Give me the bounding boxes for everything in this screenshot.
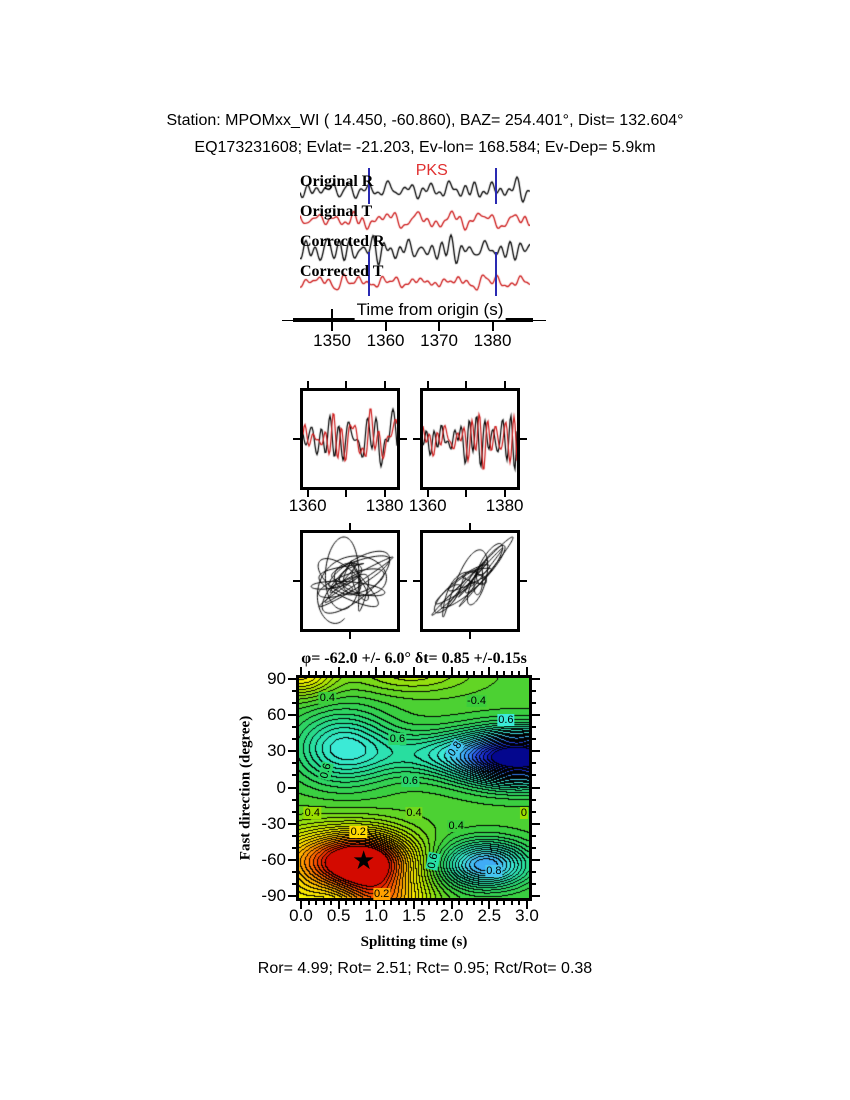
axis-tick	[308, 901, 310, 905]
axis-tick	[330, 901, 332, 905]
contour-value-label: 0.6	[425, 852, 441, 870]
axis-tick	[331, 322, 333, 331]
splitting-time-tick-label: 3.0	[515, 906, 539, 925]
axis-tick	[532, 787, 540, 789]
axis-tick	[292, 871, 296, 873]
trace-label-original-r: Original R	[300, 173, 374, 190]
axis-tick	[532, 799, 536, 801]
axis-tick	[532, 811, 536, 813]
splitting-time-tick-label: 0.5	[326, 906, 351, 925]
axis-tick	[384, 381, 386, 388]
axis-tick	[405, 901, 407, 905]
axis-tick	[532, 738, 536, 740]
axis-tick	[288, 859, 296, 861]
axis-tick	[323, 671, 325, 675]
particle-box-1	[300, 530, 400, 632]
axis-tick	[353, 671, 355, 675]
particle-motion-1	[303, 533, 397, 629]
axis-tick	[385, 322, 387, 331]
axis-tick	[292, 726, 296, 728]
axis-tick	[390, 671, 392, 675]
compare-tick-label: 1360	[288, 496, 327, 515]
trace-label-corrected-t: Corrected T	[300, 263, 384, 280]
axis-tick	[307, 381, 309, 388]
axis-tick	[292, 690, 296, 692]
compare-tick-label: 1380	[365, 496, 404, 515]
axis-tick	[503, 901, 505, 905]
axis-tick	[465, 490, 467, 497]
time-tick-label: 1380	[473, 331, 512, 350]
fast-direction-tick-label: 30	[267, 741, 286, 761]
splitting-time-tick-label: 2.0	[439, 906, 464, 925]
axis-tick	[518, 671, 520, 675]
axis-tick	[349, 523, 351, 530]
contour-value-label: -0.4	[467, 694, 486, 707]
axis-tick	[398, 901, 400, 905]
axis-tick	[292, 738, 296, 740]
splitting-time-tick-label: 0.0	[289, 906, 313, 925]
axis-tick	[383, 671, 385, 675]
contour-value-label: 0.6	[389, 733, 406, 746]
axis-tick	[532, 895, 540, 897]
axis-tick	[315, 671, 317, 675]
axis-tick	[330, 671, 332, 675]
trace-label-corrected-r: Corrected R	[300, 233, 385, 250]
axis-tick	[288, 750, 296, 752]
axis-tick	[349, 632, 351, 639]
axis-tick	[438, 322, 440, 331]
axis-tick	[345, 381, 347, 388]
axis-tick	[532, 750, 540, 752]
axis-tick	[520, 438, 527, 440]
axis-tick	[413, 580, 420, 582]
axis-tick	[496, 671, 498, 675]
error-surface-title: φ= -62.0 +/- 6.0° δt= 0.85 +/-0.15s	[301, 650, 527, 667]
axis-tick	[443, 671, 445, 675]
axis-tick	[345, 671, 347, 675]
axis-tick	[353, 901, 355, 905]
axis-tick	[503, 671, 505, 675]
axis-tick	[532, 871, 536, 873]
axis-tick	[511, 901, 513, 905]
contour-value-label: 0.6	[318, 761, 334, 780]
contour-value-label: 0.8	[486, 864, 502, 877]
fast-direction-tick-label: -60	[261, 849, 286, 869]
axis-tick	[458, 671, 460, 675]
fast-direction-tick-label: 90	[267, 669, 286, 688]
axis-tick	[293, 438, 300, 440]
time-tick-label: 1360	[366, 331, 405, 350]
time-tick-label: 1370	[420, 331, 458, 350]
axis-tick	[465, 381, 467, 388]
axis-tick	[360, 671, 362, 675]
axis-tick	[400, 580, 407, 582]
axis-tick	[405, 671, 407, 675]
axis-tick	[413, 438, 420, 440]
axis-tick	[292, 811, 296, 813]
compare-tick-label: 1380	[485, 496, 524, 515]
analysis-window-end-marker	[495, 252, 497, 296]
compare-box-2	[420, 388, 520, 490]
station-header: Station: MPOMxx_WI ( 14.450, -60.860), BAZ= 254.401°, Dist= 132.604°	[166, 112, 684, 129]
axis-tick	[390, 901, 392, 905]
axis-tick	[451, 667, 453, 675]
compare-waveforms-2	[423, 391, 517, 487]
axis-tick	[315, 901, 317, 905]
compare-tick-label: 1360	[408, 496, 447, 515]
axis-tick	[469, 632, 471, 639]
axis-tick	[375, 667, 377, 675]
contour-value-label: 0.6	[402, 775, 418, 788]
contour-value-label: 0.8	[446, 739, 465, 759]
contour-value-label: 0.4	[304, 806, 320, 819]
axis-tick	[288, 823, 296, 825]
axis-tick	[532, 726, 536, 728]
axis-tick	[292, 883, 296, 885]
event-header: EQ173231608; Evlat= -21.203, Ev-lon= 168.584; Ev-Dep= 5.9km	[194, 139, 656, 156]
axis-tick	[288, 895, 296, 897]
axis-tick	[469, 523, 471, 530]
particle-motion-2	[423, 533, 517, 629]
contour-value-label: 0.2	[350, 826, 366, 839]
contour-value-label: 0.2	[373, 887, 390, 900]
axis-tick	[532, 714, 540, 716]
axis-tick	[288, 787, 296, 789]
axis-tick	[532, 678, 540, 680]
axis-tick	[504, 381, 506, 388]
axis-tick	[292, 702, 296, 704]
analysis-window-end-marker	[495, 168, 497, 204]
fast-direction-tick-label: -90	[261, 886, 286, 905]
axis-tick	[421, 901, 423, 905]
contour-value-label: 0.4	[319, 692, 336, 705]
phase-label: PKS	[415, 162, 448, 179]
axis-tick	[428, 671, 430, 675]
axis-tick	[323, 901, 325, 905]
contour-value-label: 0.4	[448, 820, 464, 833]
axis-tick	[473, 901, 475, 905]
axis-tick	[466, 671, 468, 675]
axis-tick	[288, 678, 296, 680]
axis-tick	[532, 835, 536, 837]
axis-tick	[360, 901, 362, 905]
axis-tick	[292, 762, 296, 764]
time-axis-title: Time from origin (s)	[356, 300, 504, 319]
axis-tick	[436, 671, 438, 675]
x-axis-title: Splitting time (s)	[360, 934, 468, 950]
axis-tick	[288, 714, 296, 716]
trace-label-original-t: Original T	[300, 203, 373, 220]
axis-tick	[481, 901, 483, 905]
contour-value-label: 0	[520, 806, 528, 819]
compare-box-1	[300, 388, 400, 490]
axis-tick	[292, 799, 296, 801]
fast-direction-tick-label: -30	[261, 813, 286, 833]
axis-tick	[532, 690, 536, 692]
axis-tick	[443, 901, 445, 905]
axis-tick	[520, 580, 527, 582]
time-tick-label: 1350	[313, 331, 351, 350]
axis-tick	[532, 847, 536, 849]
axis-tick	[428, 901, 430, 905]
fast-direction-tick-label: 60	[267, 705, 286, 725]
axis-tick	[293, 580, 300, 582]
axis-tick	[473, 671, 475, 675]
axis-tick	[345, 490, 347, 497]
particle-box-2	[420, 530, 520, 632]
axis-tick	[308, 671, 310, 675]
axis-tick	[368, 671, 370, 675]
axis-tick	[292, 835, 296, 837]
axis-tick	[292, 847, 296, 849]
axis-tick	[481, 671, 483, 675]
result-line: Ror= 4.99; Rot= 2.51; Rct= 0.95; Rct/Rot= 0.38	[257, 960, 593, 977]
axis-tick	[532, 823, 540, 825]
contour-value-label: 0.4	[406, 806, 422, 819]
axis-tick	[400, 438, 407, 440]
splitting-time-tick-label: 1.5	[402, 906, 426, 925]
axis-tick	[398, 671, 400, 675]
axis-tick	[383, 901, 385, 905]
axis-tick	[436, 901, 438, 905]
axis-tick	[532, 774, 536, 776]
axis-tick	[331, 309, 333, 318]
contour-value-label: 0.6	[498, 713, 514, 726]
fast-direction-tick-label: 0	[276, 777, 286, 797]
axis-tick	[518, 901, 520, 905]
axis-tick	[532, 762, 536, 764]
axis-tick	[466, 901, 468, 905]
axis-tick	[427, 381, 429, 388]
axis-tick	[526, 667, 528, 675]
axis-tick	[421, 671, 423, 675]
axis-tick	[413, 667, 415, 675]
axis-tick	[496, 901, 498, 905]
axis-tick	[345, 901, 347, 905]
axis-tick	[511, 671, 513, 675]
axis-tick	[532, 883, 536, 885]
axis-tick	[532, 702, 536, 704]
best-solution-star: ★	[352, 845, 376, 876]
axis-tick	[492, 322, 494, 331]
compare-waveforms-1	[303, 391, 397, 487]
y-axis-title: Fast direction (degree)	[237, 715, 254, 861]
splitting-time-tick-label: 1.0	[364, 906, 389, 925]
axis-tick	[292, 774, 296, 776]
axis-tick	[458, 901, 460, 905]
axis-tick	[488, 667, 490, 675]
axis-tick	[300, 667, 302, 675]
axis-tick	[532, 859, 540, 861]
axis-tick	[368, 901, 370, 905]
axis-tick	[338, 667, 340, 675]
splitting-time-tick-label: 2.5	[477, 906, 502, 925]
